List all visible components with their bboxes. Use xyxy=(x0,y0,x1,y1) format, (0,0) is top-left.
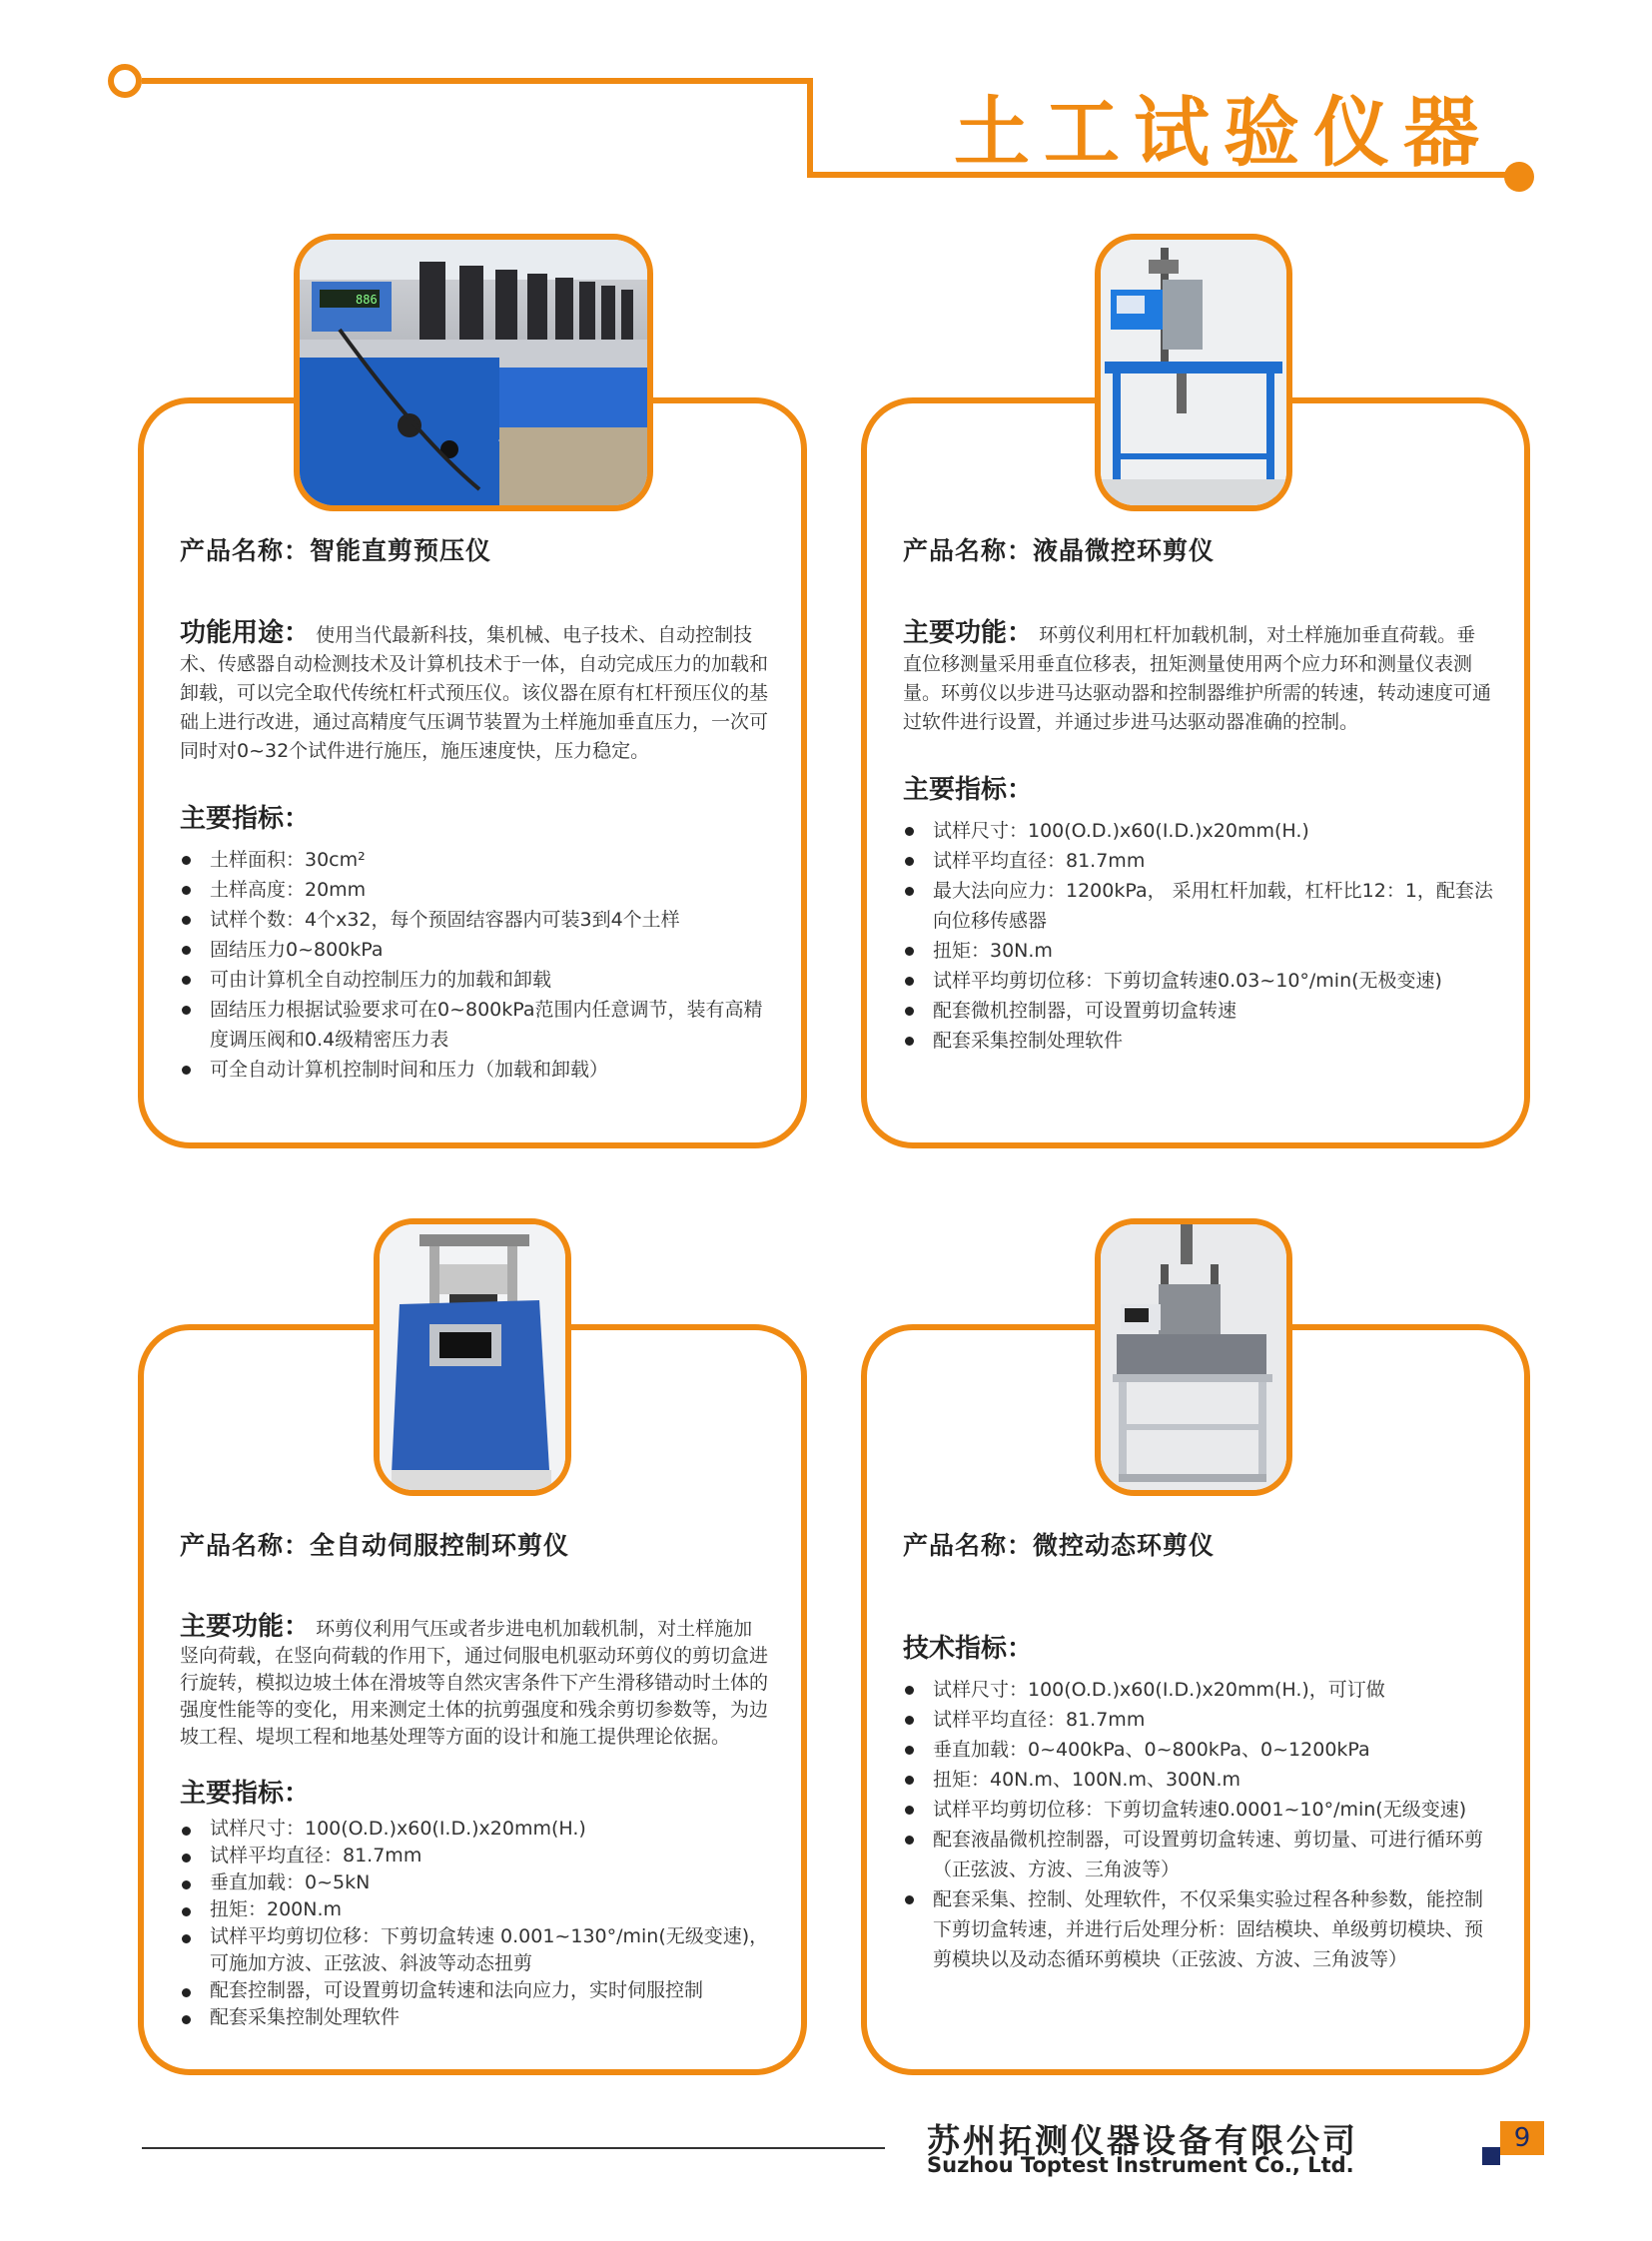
product-name: 产品名称：液晶微控环剪仪 xyxy=(903,536,1216,565)
specs-heading: 主要指标： xyxy=(903,775,1034,805)
header-line-vertical xyxy=(807,78,813,178)
spec-item: 配套采集控制处理软件 xyxy=(180,2004,771,2031)
footer-divider xyxy=(142,2147,885,2149)
specs-heading: 技术指标： xyxy=(903,1634,1034,1664)
specs-heading: 主要指标： xyxy=(180,804,311,834)
spec-item: 配套控制器，可设置剪切盒转速和法向应力，实时伺服控制 xyxy=(180,1977,771,2004)
spec-item: 垂直加载：0~5kN xyxy=(180,1869,771,1896)
spec-item: 固结压力0~800kPa xyxy=(180,935,771,965)
spec-item: 试样平均剪切位移：下剪切盒转速 0.001~130°/min(无级变速)，可施加方波、正弦波、斜波等动态扭剪 xyxy=(180,1923,771,1977)
spec-item: 配套微机控制器，可设置剪切盒转速 xyxy=(903,996,1494,1026)
dynamic-ring-shear-image xyxy=(1101,1224,1286,1490)
spec-item: 试样平均剪切位移：下剪切盒转速0.0001~10°/min(无级变速) xyxy=(903,1795,1494,1825)
description-heading: 主要功能： xyxy=(903,618,1034,648)
consolidation-rack-image xyxy=(300,240,647,505)
spec-item: 垂直加载：0~400kPa、0~800kPa、0~1200kPa xyxy=(903,1735,1494,1765)
spec-item: 配套液晶微机控制器，可设置剪切盒转速、剪切量、可进行循环剪（正弦波、方波、三角波等） xyxy=(903,1825,1494,1884)
product-photo-2 xyxy=(1095,234,1292,511)
specs-list xyxy=(180,1816,771,2031)
product-name: 产品名称：智能直剪预压仪 xyxy=(180,536,492,565)
spec-item: 试样尺寸：100(O.D.)x60(I.D.)x20mm(H.)，可订做 xyxy=(903,1675,1494,1705)
description-text: 环剪仪利用杠杆加载机制，对土样施加垂直荷载。垂直位移测量采用垂直位移表，扭矩测量使用两个应力环和测量仪表测量。环剪仪以步进马达驱动器和控制器维护所需的转速，转动速度可通过软件进行设置，并通过步进马达驱动器准确的控制。 xyxy=(903,624,1492,733)
spec-item: 最大法向应力：1200kPa， 采用杠杆加载，杠杆比12：1，配套法向位移传感器 xyxy=(903,876,1494,936)
spec-item: 扭矩：40N.m、100N.m、300N.m xyxy=(903,1765,1494,1795)
description-heading: 功能用途： xyxy=(180,618,311,648)
spec-item: 配套采集控制处理软件 xyxy=(903,1026,1494,1056)
servo-ring-shear-image xyxy=(380,1224,565,1490)
product-name: 产品名称：全自动伺服控制环剪仪 xyxy=(180,1531,570,1560)
spec-item: 扭矩：200N.m xyxy=(180,1896,771,1923)
header-dot-icon xyxy=(1504,162,1534,192)
company-name-en: Suzhou Toptest Instrument Co., Ltd. xyxy=(927,2153,1354,2177)
spec-item: 配套采集、控制、处理软件，不仅采集实验过程各种参数，能控制下剪切盒转速，并进行后处理分析：固结模块、单级剪切模块、预剪模块以及动态循环剪模块（正弦波、方波、三角波等） xyxy=(903,1884,1494,1974)
spec-item: 可全自动计算机控制时间和压力（加载和卸载） xyxy=(180,1055,771,1085)
spec-item: 试样尺寸：100(O.D.)x60(I.D.)x20mm(H.) xyxy=(903,816,1494,846)
page-title: 土工试验仪器 xyxy=(954,88,1493,177)
product-photo-4 xyxy=(1095,1218,1292,1496)
spec-item: 扭矩：30N.m xyxy=(903,936,1494,966)
spec-item: 试样平均直径：81.7mm xyxy=(903,846,1494,876)
spec-item: 土样高度：20mm xyxy=(180,875,771,905)
header-line-top xyxy=(142,78,813,84)
spec-item: 试样个数：4个x32，每个预固结容器内可装3到4个土样 xyxy=(180,905,771,935)
specs-list xyxy=(903,816,1494,1056)
specs-heading: 主要指标： xyxy=(180,1779,311,1809)
page-marker-square xyxy=(1482,2147,1500,2165)
spec-item: 可由计算机全自动控制压力的加载和卸载 xyxy=(180,965,771,995)
svg-text:886: 886 xyxy=(356,293,378,307)
company-name-cn: 苏州拓测仪器设备有限公司 xyxy=(927,2121,1358,2160)
spec-item: 土样面积：30cm² xyxy=(180,845,771,875)
page-number: 9 xyxy=(1500,2121,1544,2155)
ring-shear-lcd-image xyxy=(1101,240,1286,505)
product-name: 产品名称：微控动态环剪仪 xyxy=(903,1531,1216,1560)
spec-item: 试样平均剪切位移：下剪切盒转速0.03~10°/min(无极变速) xyxy=(903,966,1494,996)
product-photo-1 xyxy=(294,234,653,511)
spec-item: 试样平均直径：81.7mm xyxy=(180,1843,771,1869)
specs-list xyxy=(903,1675,1494,1974)
spec-item: 试样平均直径：81.7mm xyxy=(903,1705,1494,1735)
product-description xyxy=(180,1614,771,1751)
product-photo-3 xyxy=(374,1218,571,1496)
specs-list xyxy=(180,845,771,1085)
spec-item: 固结压力根据试验要求可在0~800kPa范围内任意调节，装有高精度调压阀和0.4级精密压力表 xyxy=(180,995,771,1055)
product-description xyxy=(180,619,771,766)
description-text: 环剪仪利用气压或者步进电机加载机制，对土样施加竖向荷载，在竖向荷载的作用下，通过伺服电机驱动环剪仪的剪切盒进行旋转，模拟边坡土体在滑坡等自然灾害条件下产生滑移错动时土体的强度性能等的变化，用来测定土体的抗剪强度和残余剪切参数等，为边坡工程、堤坝工程和地基处理等方面的设计和施工提供理论依据。 xyxy=(180,1618,769,1748)
description-heading: 主要功能： xyxy=(180,1612,311,1642)
spec-item: 试样尺寸：100(O.D.)x60(I.D.)x20mm(H.) xyxy=(180,1816,771,1843)
product-description xyxy=(903,619,1494,737)
description-text: 使用当代最新科技，集机械、电子技术、自动控制技术、传感器自动检测技术及计算机技术于一体，自动完成压力的加载和卸载，可以完全取代传统杠杆式预压仪。该仪器在原有杠杆预压仪的基础上进行改进，通过高精度气压调节装置为土样施加垂直压力，一次可同时对0~32个试件进行施压，施压速度快，压力稳定。 xyxy=(180,624,769,762)
header-ring-icon xyxy=(108,64,142,98)
